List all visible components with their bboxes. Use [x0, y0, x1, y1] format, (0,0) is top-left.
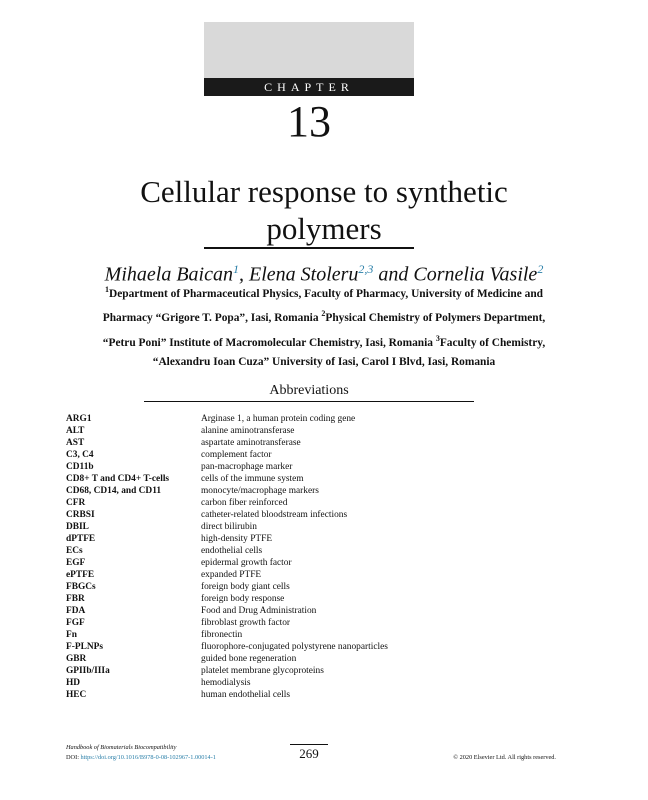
abbreviation-term: HD [66, 678, 81, 688]
abbreviation-term: GPIIb/IIIa [66, 666, 110, 676]
affiliation-line [60, 353, 588, 373]
doi-link[interactable]: https://doi.org/10.1016/B978-0-08-102967-1.00014-1 [80, 754, 216, 761]
abbreviation-row [66, 557, 586, 569]
affiliation-text: “Petru Poni” Institute of Macromolecular Chemistry, Iasi, Romania [102, 336, 436, 349]
abbreviation-term: ALT [66, 426, 85, 436]
abbreviation-term: FBR [66, 594, 85, 604]
abbreviation-row [66, 605, 586, 617]
affiliation-marker: 1 [104, 285, 109, 294]
copyright-notice: © 2020 Elsevier Ltd. All rights reserved. [453, 754, 556, 761]
abbreviation-term: C3, C4 [66, 450, 94, 460]
affiliation-text: Department of Pharmaceutical Physics, Faculty of Pharmacy, University of Medicine and [108, 287, 544, 300]
abbreviation-definition: Food and Drug Administration [201, 606, 317, 616]
author-affiliation-marker: 2 [537, 262, 544, 276]
abbreviations-divider [144, 401, 474, 402]
abbreviation-term: FBGCs [66, 582, 96, 592]
abbreviation-row [66, 641, 586, 653]
title-line-1: Cellular response to synthetic [140, 174, 508, 209]
abbreviation-row [66, 689, 586, 701]
affiliation-marker: 2 [321, 309, 326, 319]
abbreviation-row [66, 617, 586, 629]
abbreviation-definition: cells of the immune system [201, 474, 304, 484]
abbreviation-definition: expanded PTFE [201, 570, 262, 580]
author-affiliation-marker: 2,3 [358, 262, 374, 276]
page-number-rule [290, 744, 328, 745]
abbreviation-row [66, 533, 586, 545]
chapter-label: CHAPTER [204, 78, 414, 96]
affiliation-text: Physical Chemistry of Polymers Department, [325, 312, 546, 325]
abbreviation-term: AST [66, 438, 85, 448]
abbreviation-term: CD8+ T and CD4+ T-cells [66, 474, 170, 484]
footer-citation [66, 743, 296, 763]
author-affiliation-marker: 1 [232, 262, 239, 276]
abbreviation-row [66, 581, 586, 593]
abbreviation-row [66, 569, 586, 581]
abbreviation-row [66, 497, 586, 509]
abbreviation-term: ECs [66, 546, 83, 556]
abbreviation-definition: fibronectin [201, 630, 243, 640]
abbreviations-list [66, 413, 586, 701]
abbreviation-term: dPTFE [66, 534, 96, 544]
abbreviation-definition: guided bone regeneration [201, 654, 297, 664]
abbreviation-definition: carbon fiber reinforced [201, 498, 288, 508]
abbreviations-heading: Abbreviations [269, 383, 349, 398]
abbreviation-term: Fn [66, 630, 77, 640]
abbreviation-definition: foreign body response [201, 594, 285, 604]
abbreviation-term: ePTFE [66, 570, 95, 580]
abbreviation-definition: aspartate aminotransferase [201, 438, 301, 448]
author-separator: and [373, 263, 414, 286]
abbreviation-row [66, 449, 586, 461]
abbreviation-term: FDA [66, 606, 86, 616]
abbreviation-term: DBIL [66, 522, 89, 532]
abbreviation-row [66, 593, 586, 605]
chapter-title [60, 173, 588, 247]
abbreviation-term: FGF [66, 618, 85, 628]
abbreviation-definition: catheter-related bloodstream infections [201, 510, 348, 520]
affiliation-line [60, 304, 588, 328]
title-divider [204, 247, 414, 249]
abbreviation-row [66, 425, 586, 437]
abbreviation-term: CD11b [66, 462, 94, 472]
doi-label: DOI: [66, 754, 81, 761]
affiliation-text: Pharmacy “Grigore T. Popa”, Iasi, Romania [102, 312, 322, 325]
abbreviation-term: F-PLNPs [66, 642, 103, 652]
title-line-2: polymers [266, 211, 382, 246]
abbreviation-definition: endothelial cells [201, 546, 263, 556]
abbreviation-definition: platelet membrane glycoproteins [201, 666, 324, 676]
author-name: Cornelia Vasile [413, 263, 538, 286]
book-title: Handbook of Biomaterials Biocompatibility [66, 744, 177, 751]
abbreviation-term: CRBSI [66, 510, 95, 520]
abbreviation-row [66, 665, 586, 677]
abbreviation-definition: human endothelial cells [201, 690, 291, 700]
abbreviation-definition: fluorophore-conjugated polystyrene nanoparticles [201, 642, 388, 652]
author-separator: , [238, 263, 249, 286]
abbreviation-definition: direct bilirubin [201, 522, 257, 532]
abbreviation-row [66, 473, 586, 485]
affiliation-line [60, 280, 588, 304]
abbreviation-definition: hemodialysis [201, 678, 251, 688]
abbreviation-definition: Arginase 1, a human protein coding gene [201, 414, 356, 424]
author-name: Elena Stoleru [248, 263, 359, 286]
affiliation-text: Faculty of Chemistry, [439, 336, 546, 349]
abbreviation-definition: high-density PTFE [201, 534, 273, 544]
abbreviation-term: EGF [66, 558, 86, 568]
abbreviation-row [66, 629, 586, 641]
abbreviation-row [66, 413, 586, 425]
abbreviation-row [66, 677, 586, 689]
abbreviation-row [66, 509, 586, 521]
abbreviation-row [66, 545, 586, 557]
chapter-header-box [204, 22, 414, 78]
abbreviation-definition: complement factor [201, 450, 272, 460]
abbreviation-row [66, 437, 586, 449]
abbreviation-term: ARG1 [66, 414, 92, 424]
affiliations [60, 280, 588, 372]
abbreviation-definition: foreign body giant cells [201, 582, 290, 592]
chapter-number: 13 [287, 97, 331, 146]
abbreviation-term: HEC [66, 690, 87, 700]
abbreviation-term: GBR [66, 654, 87, 664]
doi-line [66, 753, 296, 763]
abbreviation-definition: monocyte/macrophage markers [201, 486, 319, 496]
abbreviation-definition: fibroblast growth factor [201, 618, 291, 628]
abbreviation-definition: alanine aminotransferase [201, 426, 295, 436]
abbreviation-row [66, 521, 586, 533]
abbreviation-row [66, 461, 586, 473]
abbreviation-term: CD68, CD14, and CD11 [66, 486, 162, 496]
page-number: 269 [299, 746, 319, 761]
affiliation-text: “Alexandru Ioan Cuza” University of Iasi, Carol I Blvd, Iasi, Romania [152, 355, 496, 368]
affiliation-line [60, 329, 588, 353]
abbreviation-definition: pan-macrophage marker [201, 462, 293, 472]
abbreviation-row [66, 485, 586, 497]
abbreviation-definition: epidermal growth factor [201, 558, 292, 568]
author-name: Mihaela Baican [104, 263, 233, 286]
affiliation-marker: 3 [435, 333, 440, 343]
abbreviation-term: CFR [66, 498, 86, 508]
abbreviation-row [66, 653, 586, 665]
